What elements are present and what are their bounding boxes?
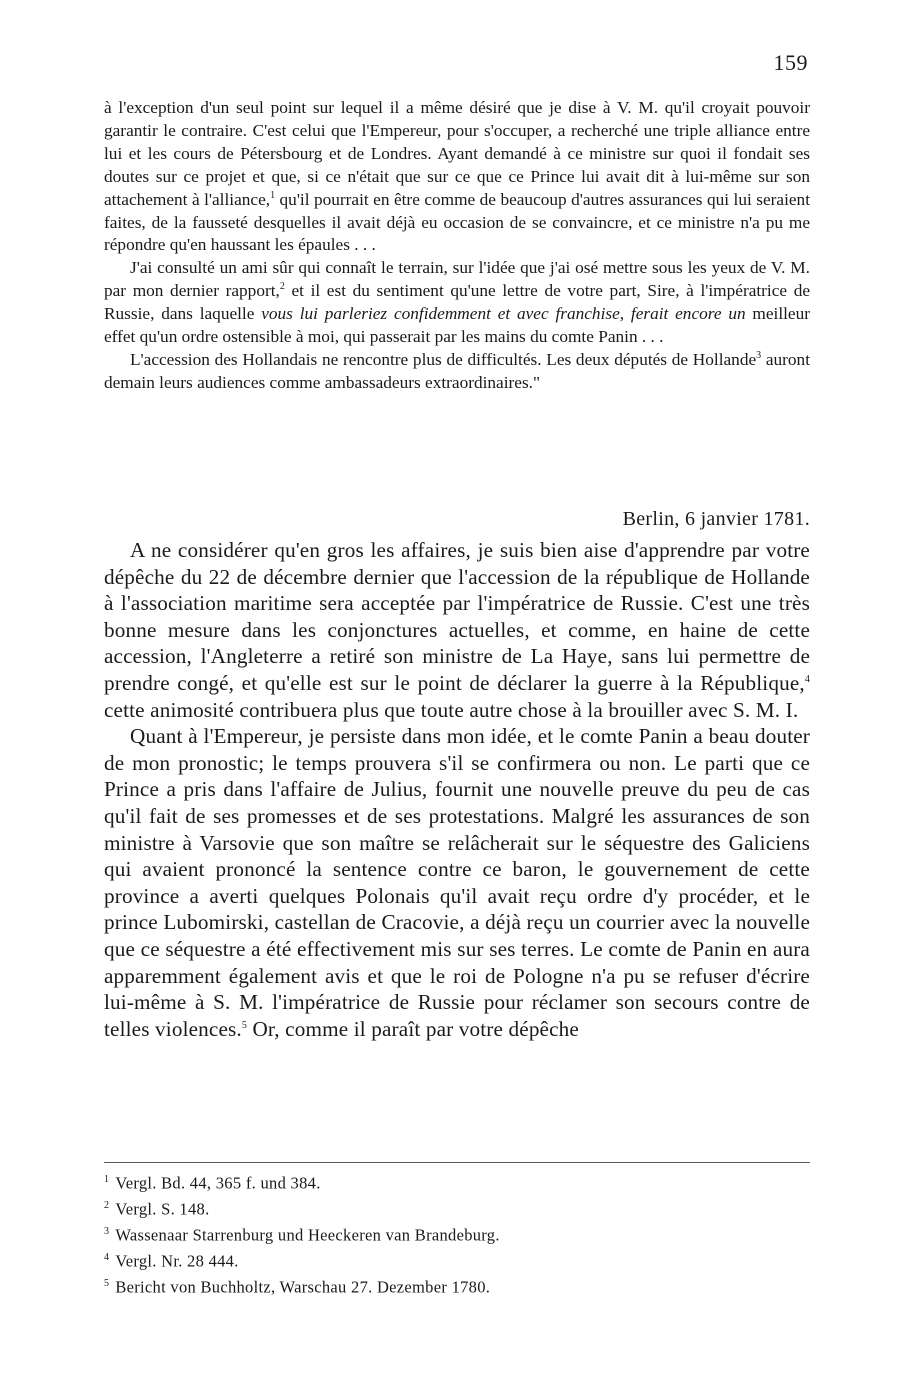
quote-paragraph-2: J'ai consulté un ami sûr qui connaît le terrain, sur l'idée que j'ai osé mettre sous les yeux de V. M. par mon dernier rapport,$^2$ et il est du sentiment qu'une lettre de votre part, Sire, à l'impératrice de Russie, dans laquelle vous lui parleriez confidemment et avec franchise, ferait encore un meilleur effet qu'un ordre ostensible à moi, qui passerait par les mains du comte Panin . . . bbox=[104, 258, 811, 347]
dateline: Berlin, 6 janvier 1781. bbox=[622, 508, 810, 530]
footnote-ref: 5 bbox=[241, 1019, 248, 1031]
footnote: $^2$ Vergl. S. 148. bbox=[104, 1199, 210, 1219]
footnote: $^4$ Vergl. Nr. 28 444. bbox=[104, 1251, 239, 1271]
footnote-ref: 1 bbox=[270, 189, 276, 201]
footnote: $^3$ Wassenaar Starrenburg und Heeckeren van Brandeburg. bbox=[104, 1225, 500, 1245]
footnotes bbox=[104, 1169, 810, 1299]
quote-paragraph-1: à l'exception d'un seul point sur lequel il a même désiré que je dise à V. M. qu'il croyait pouvoir garantir le contraire. C'est celui que l'Empereur, pour s'occuper, a recherché une triple alliance entre lui et les cours de Pétersbourg et de Londres. Ayant demandé à ce ministre sur quoi il fondait ses doutes sur ce projet et que, si ce n'était que sur ce que ce Prince lui avait dit à lui-même sur son attachement à l'alliance,$^1$ qu'il pourrait en être comme de beaucoup d'autres assurances qui lui seraient faites, de la fausseté desquelles il avait déjà eu occasion de se convaincre, et ce ministre n'a pu me répondre qu'en haussant les épaules . . . bbox=[104, 98, 810, 255]
quote-paragraph-3: L'accession des Hollandais ne rencontre plus de difficultés. Les deux députés de Hollande$^3$ auront demain leurs audiences comme ambassadeurs extraordinaires." bbox=[104, 349, 810, 392]
footnote-ref: 4 bbox=[804, 673, 810, 685]
page-number: 159 bbox=[773, 50, 808, 75]
letter-paragraph-2: Quant à l'Empereur, je persiste dans mon idée, et le comte Panin a beau douter de mon pronostic; le temps prouvera s'il se confirmera ou non. Le parti que ce Prince a pris dans l'affaire de Julius, fournit une nouvelle preuve du peu de cas qu'il fait de ses promesses et de ses protestations. Malgré les assurances de son ministre à Varsovie que son maître se relâcherait sur le séquestre des Galiciens qui avaient prononcé la sentence contre ce baron, le gouvernement de cette province a averti quelques Polonais qu'il avait reçu ordre d'y procéder, et le prince Lubomirski, castellan de Cracovie, a déjà reçu un courrier avec la nouvelle que ce séquestre a été effectivement mis sur ses terres. Le comte de Panin en aura apparemment également avis et que le roi de Pologne n'a pu se refuser d'écrire lui-même à S. M. l'impératrice de Russie pour réclamer son secours contre de telles violences.$^5$ Or, comme il paraît par votre dépêche bbox=[104, 724, 810, 1041]
letter-body bbox=[104, 537, 810, 1042]
letter-paragraph-1: A ne considérer qu'en gros les affaires, je suis bien aise d'apprendre par votre dépêche du 22 de décembre dernier que l'accession de la république de Hollande à l'association maritime sera acceptée par l'impératrice de Russie. C'est une très bonne mesure dans les conjonctures actuelles, et comme, en haine de cette accession, l'Angleterre a retiré son ministre de La Haye, sans lui permettre de prendre congé, et qu'elle est sur le point de déclarer la guerre à la République,$^4$ cette animosité contribuera plus que toute autre chose à la brouiller avec S. M. I. bbox=[104, 538, 810, 722]
footnote-ref: 2 bbox=[279, 281, 285, 293]
footnote: $^1$ Vergl. Bd. 44, 365 f. und 384. bbox=[104, 1173, 321, 1193]
quoted-report bbox=[104, 97, 810, 395]
footnote: $^5$ Bericht von Buchholtz, Warschau 27. Dezember 1780. bbox=[104, 1277, 491, 1297]
footnote-divider bbox=[104, 1162, 810, 1163]
footnote-ref: 3 bbox=[756, 350, 762, 362]
